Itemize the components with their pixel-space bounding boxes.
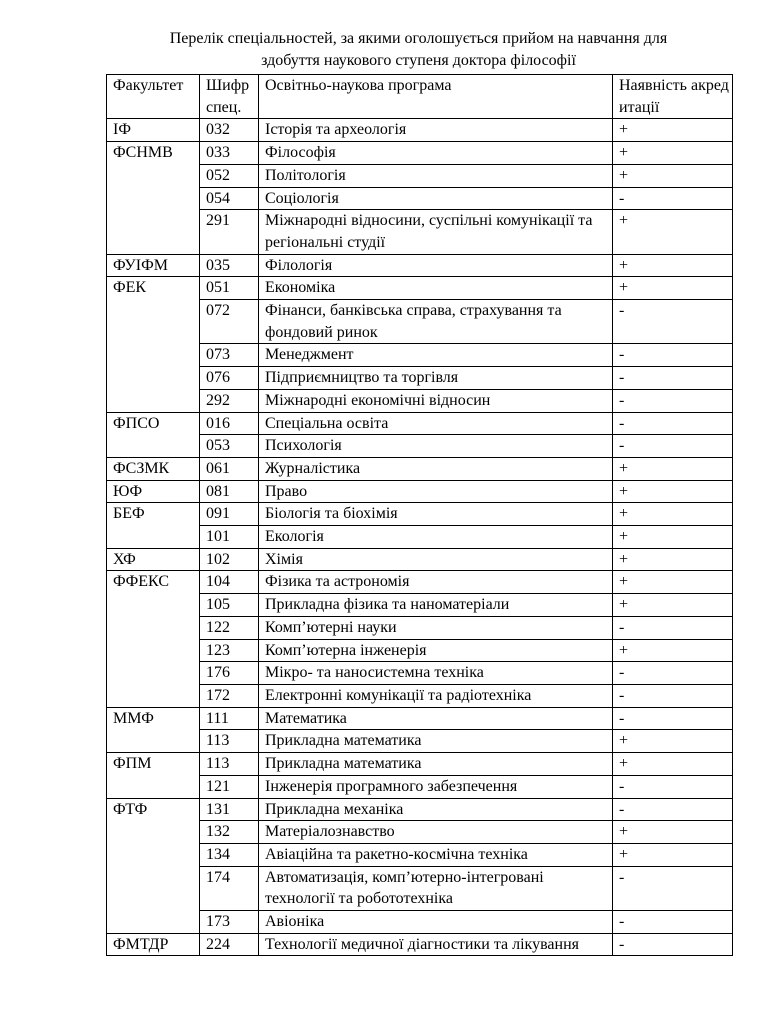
table-row: [107, 435, 733, 458]
code-cell: 035: [200, 254, 259, 277]
table-row: [107, 933, 733, 956]
program-cell: Біологія та біохімія: [259, 503, 613, 526]
accreditation-cell: +: [613, 480, 733, 503]
program-cell: Менеджмент: [259, 344, 613, 367]
title-line-1: Перелік спеціальностей, за якими оголошується прийом на навчання для: [169, 30, 668, 47]
program-cell: Технології медичної діагностики та лікування: [259, 933, 613, 956]
table-row: [107, 300, 733, 344]
program-cell: Підприємництво та торгівля: [259, 367, 613, 390]
table-row: [107, 684, 733, 707]
program-cell: Прикладна математика: [259, 730, 613, 753]
program-cell: Журналістика: [259, 457, 613, 480]
accreditation-cell: +: [613, 843, 733, 866]
table-row: [107, 503, 733, 526]
title-line-2: здобуття наукового ступеня доктора філософії: [261, 52, 576, 69]
program-cell: Математика: [259, 707, 613, 730]
program-cell: Право: [259, 480, 613, 503]
table-row: [107, 164, 733, 187]
faculty-cell: ФСНМВ: [107, 142, 200, 255]
accreditation-cell: +: [613, 119, 733, 142]
accreditation-cell: -: [613, 866, 733, 910]
table-row: [107, 389, 733, 412]
accreditation-cell: +: [613, 142, 733, 165]
code-cell: 073: [200, 344, 259, 367]
table-row: [107, 187, 733, 210]
program-cell: Прикладна фізика та наноматеріали: [259, 594, 613, 617]
code-cell: 134: [200, 843, 259, 866]
specialties-table: [106, 74, 733, 956]
table-row: [107, 707, 733, 730]
accreditation-cell: -: [613, 300, 733, 344]
code-cell: 111: [200, 707, 259, 730]
code-cell: 101: [200, 526, 259, 549]
code-cell: 061: [200, 457, 259, 480]
code-cell: 292: [200, 389, 259, 412]
table-row: [107, 594, 733, 617]
table-row: [107, 526, 733, 549]
header-program: Освітньо-наукова програма: [259, 75, 613, 119]
code-cell: 173: [200, 911, 259, 934]
program-cell: Мікро- та наносистемна техніка: [259, 662, 613, 685]
table-row: [107, 639, 733, 662]
code-cell: 291: [200, 210, 259, 254]
accreditation-cell: +: [613, 210, 733, 254]
code-cell: 032: [200, 119, 259, 142]
program-cell: Соціологія: [259, 187, 613, 210]
program-cell: Хімія: [259, 548, 613, 571]
table-row: [107, 662, 733, 685]
program-cell: Психологія: [259, 435, 613, 458]
accreditation-cell: +: [613, 164, 733, 187]
accreditation-cell: +: [613, 457, 733, 480]
code-cell: 076: [200, 367, 259, 390]
faculty-cell: ІФ: [107, 119, 200, 142]
table-row: [107, 480, 733, 503]
code-cell: 131: [200, 798, 259, 821]
header-code: Шифр спец.: [200, 75, 259, 119]
header-accreditation: Наявність акредитації: [613, 75, 733, 119]
program-cell: Політологія: [259, 164, 613, 187]
accreditation-cell: -: [613, 389, 733, 412]
table-row: [107, 344, 733, 367]
code-cell: 033: [200, 142, 259, 165]
accreditation-cell: +: [613, 730, 733, 753]
faculty-cell: ФПСО: [107, 412, 200, 457]
code-cell: 105: [200, 594, 259, 617]
code-cell: 113: [200, 730, 259, 753]
header-faculty: Факультет: [107, 75, 200, 119]
accreditation-cell: -: [613, 367, 733, 390]
code-cell: 051: [200, 277, 259, 300]
table-row: [107, 210, 733, 254]
program-cell: Філософія: [259, 142, 613, 165]
code-cell: 016: [200, 412, 259, 435]
table-header-row: [107, 75, 733, 119]
code-cell: 054: [200, 187, 259, 210]
program-cell: Міжнародні відносини, суспільні комунікації та регіональні студії: [259, 210, 613, 254]
accreditation-cell: +: [613, 503, 733, 526]
table-row: [107, 616, 733, 639]
code-cell: 102: [200, 548, 259, 571]
accreditation-cell: -: [613, 684, 733, 707]
faculty-cell: ФФЕКС: [107, 571, 200, 707]
program-cell: Спеціальна освіта: [259, 412, 613, 435]
program-cell: Прикладна механіка: [259, 798, 613, 821]
page-title: [106, 28, 731, 72]
program-cell: Матеріалознавство: [259, 821, 613, 844]
code-cell: 174: [200, 866, 259, 910]
code-cell: 132: [200, 821, 259, 844]
table-row: [107, 866, 733, 910]
table-body: [107, 119, 733, 956]
accreditation-cell: +: [613, 639, 733, 662]
table-row: [107, 254, 733, 277]
program-cell: Міжнародні економічні відносин: [259, 389, 613, 412]
faculty-cell: БЕФ: [107, 503, 200, 548]
accreditation-cell: +: [613, 753, 733, 776]
code-cell: 122: [200, 616, 259, 639]
program-cell: Комп’ютерні науки: [259, 616, 613, 639]
accreditation-cell: -: [613, 933, 733, 956]
accreditation-cell: +: [613, 571, 733, 594]
program-cell: Авіаційна та ракетно-космічна техніка: [259, 843, 613, 866]
accreditation-cell: -: [613, 775, 733, 798]
accreditation-cell: -: [613, 707, 733, 730]
program-cell: Прикладна математика: [259, 753, 613, 776]
table-row: [107, 843, 733, 866]
table-row: [107, 277, 733, 300]
code-cell: 172: [200, 684, 259, 707]
table-row: [107, 142, 733, 165]
faculty-cell: ФУІФМ: [107, 254, 200, 277]
code-cell: 081: [200, 480, 259, 503]
code-cell: 052: [200, 164, 259, 187]
code-cell: 053: [200, 435, 259, 458]
accreditation-cell: +: [613, 277, 733, 300]
accreditation-cell: -: [613, 435, 733, 458]
accreditation-cell: -: [613, 798, 733, 821]
program-cell: Фізика та астрономія: [259, 571, 613, 594]
accreditation-cell: -: [613, 187, 733, 210]
program-cell: Економіка: [259, 277, 613, 300]
table-row: [107, 730, 733, 753]
program-cell: Історія та археологія: [259, 119, 613, 142]
table-row: [107, 821, 733, 844]
table-row: [107, 457, 733, 480]
code-cell: 091: [200, 503, 259, 526]
table-row: [107, 548, 733, 571]
accreditation-cell: +: [613, 254, 733, 277]
table-row: [107, 775, 733, 798]
code-cell: 123: [200, 639, 259, 662]
code-cell: 121: [200, 775, 259, 798]
code-cell: 224: [200, 933, 259, 956]
faculty-cell: ЮФ: [107, 480, 200, 503]
program-cell: Екологія: [259, 526, 613, 549]
table-row: [107, 798, 733, 821]
program-cell: Комп’ютерна інженерія: [259, 639, 613, 662]
table-row: [107, 571, 733, 594]
faculty-cell: ФПМ: [107, 753, 200, 798]
code-cell: 113: [200, 753, 259, 776]
faculty-cell: ФСЗМК: [107, 457, 200, 480]
code-cell: 104: [200, 571, 259, 594]
code-cell: 072: [200, 300, 259, 344]
table-row: [107, 911, 733, 934]
table-row: [107, 412, 733, 435]
program-cell: Авіоніка: [259, 911, 613, 934]
table-row: [107, 367, 733, 390]
accreditation-cell: +: [613, 821, 733, 844]
accreditation-cell: +: [613, 594, 733, 617]
program-cell: Електронні комунікації та радіотехніка: [259, 684, 613, 707]
program-cell: Фінанси, банківська справа, страхування та фондовий ринок: [259, 300, 613, 344]
accreditation-cell: -: [613, 412, 733, 435]
table-row: [107, 119, 733, 142]
faculty-cell: ФМТДР: [107, 933, 200, 956]
code-cell: 176: [200, 662, 259, 685]
table-row: [107, 753, 733, 776]
faculty-cell: ММФ: [107, 707, 200, 752]
faculty-cell: ФТФ: [107, 798, 200, 933]
accreditation-cell: +: [613, 526, 733, 549]
faculty-cell: ФЕК: [107, 277, 200, 412]
accreditation-cell: -: [613, 616, 733, 639]
accreditation-cell: +: [613, 548, 733, 571]
accreditation-cell: -: [613, 911, 733, 934]
program-cell: Автоматизація, комп’ютерно-інтегровані технології та робототехніка: [259, 866, 613, 910]
accreditation-cell: -: [613, 344, 733, 367]
faculty-cell: ХФ: [107, 548, 200, 571]
program-cell: Інженерія програмного забезпечення: [259, 775, 613, 798]
program-cell: Філологія: [259, 254, 613, 277]
accreditation-cell: -: [613, 662, 733, 685]
